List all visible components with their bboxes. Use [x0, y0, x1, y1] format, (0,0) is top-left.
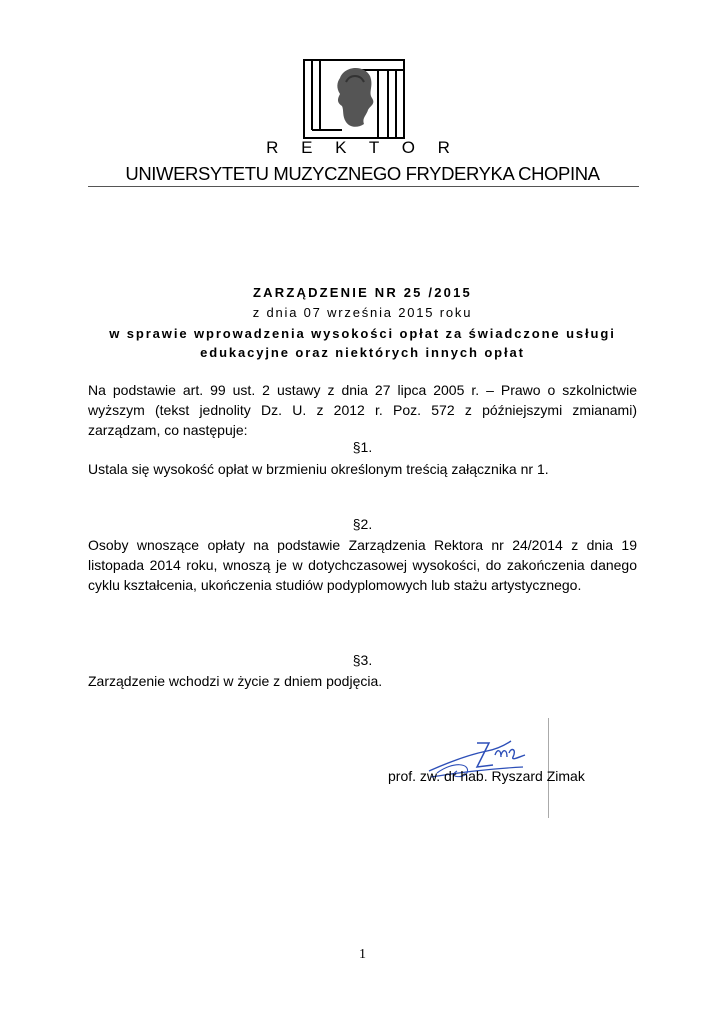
signatory-name: prof. zw. dr hab. Ryszard Zimak — [388, 768, 585, 784]
page-number: 1 — [359, 947, 366, 962]
section-2-text: Osoby wnoszące opłaty na podstawie Zarządzenia Rektora nr 24/2014 z dnia 19 listopada 2014 roku, wnoszą je w dotychczasowej wysokości, do zakończenia danego cyklu kształcenia, ukończenia studiów podyplomowych lub stażu artystycznego. — [88, 537, 637, 593]
document-title: ZARZĄDZENIE NR 25 /2015 — [253, 285, 472, 300]
section-3-text: Zarządzenie wchodzi w życie z dniem podjęcia. — [88, 673, 383, 689]
document-date: z dnia 07 września 2015 roku — [252, 305, 473, 320]
section-2-mark: §2. — [352, 516, 373, 532]
document-subject — [0, 324, 725, 362]
section-1-mark: §1. — [352, 439, 373, 455]
header-divider — [88, 186, 639, 187]
subject-line-2: edukacyjne oraz niektórych innych opłat — [200, 345, 525, 360]
umfc-logo-icon — [302, 58, 406, 140]
section-1-text: Ustala się wysokość opłat w brzmieniu określonym treścią załącznika nr 1. — [88, 461, 549, 477]
university-name: UNIWERSYTETU MUZYCZNEGO FRYDERYKA CHOPINA — [125, 163, 600, 184]
subject-line-1: w sprawie wprowadzenia wysokości opłat za świadczone usługi — [109, 326, 616, 341]
rektor-heading: R E K T O R — [266, 138, 459, 157]
section-3-mark: §3. — [352, 652, 373, 668]
intro-paragraph: Na podstawie art. 99 ust. 2 ustawy z dnia 27 lipca 2005 r. – Prawo o szkolnictwie wyższym (tekst jednolity Dz. U. z 2012 r. Poz. 572 z późniejszymi zmianami) zarządzam, co następuje: — [88, 382, 637, 438]
